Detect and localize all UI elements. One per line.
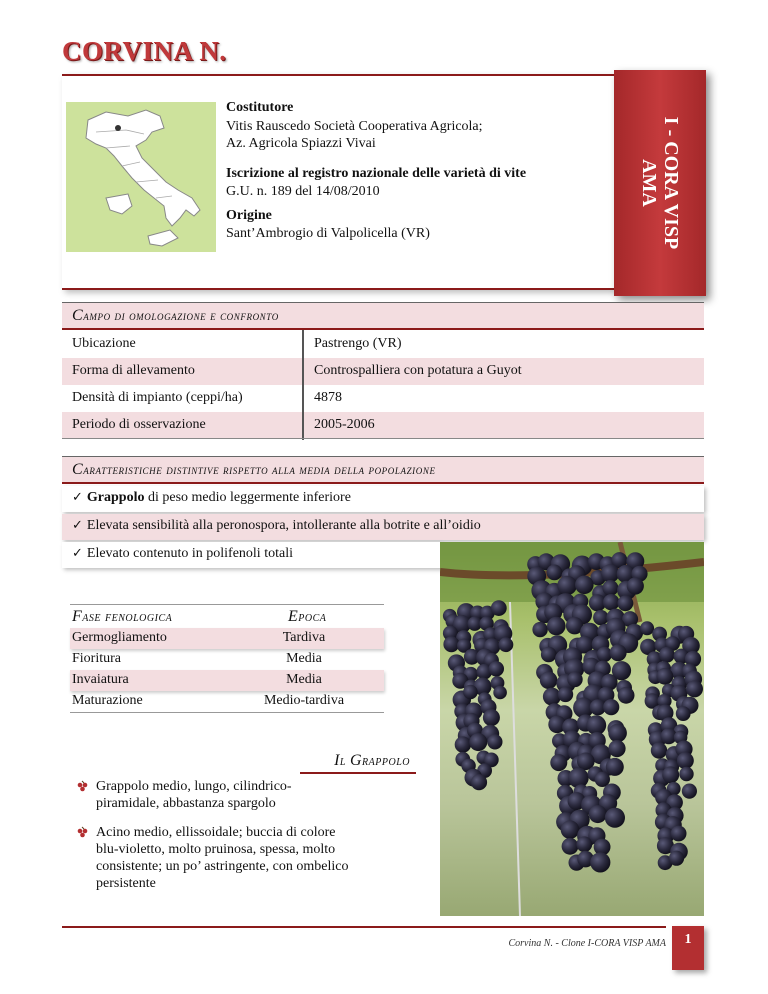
pheno-row <box>70 691 384 713</box>
grappolo-heading-a: I <box>334 752 340 769</box>
pheno-col2-first: E <box>288 608 299 625</box>
grappolo-bullet2 <box>96 824 348 892</box>
grape-berry <box>487 734 502 749</box>
characteristic-item-text: Elevata sensibilità alla peronospora, intollerante alla botrite e all’oidio <box>86 518 481 533</box>
grape-berry <box>657 668 674 685</box>
campo-heading-rest: ampo di omologazione e confronto <box>83 308 279 323</box>
grape-bullet-icon <box>76 826 90 845</box>
grape-berry <box>499 637 514 652</box>
page-number: 1 <box>672 926 704 970</box>
grape-cluster-photo <box>440 542 704 916</box>
origine-label: Origine <box>226 208 272 223</box>
campo-heading-first: C <box>72 307 84 324</box>
grappolo-heading-d: rappolo <box>362 754 410 769</box>
pheno-col1-first: F <box>72 608 83 625</box>
page-title: CORVINA N. <box>62 36 227 66</box>
grape-bullet-icon <box>76 780 90 799</box>
clone-side-tab <box>614 70 706 296</box>
grape-berry <box>493 686 507 700</box>
table-row <box>62 385 704 412</box>
costitutore-label: Costitutore <box>226 100 294 115</box>
grape-berry <box>567 672 582 687</box>
clone-line1: I - CORA VISP <box>660 116 682 250</box>
pheno-fase: Germogliamento <box>72 630 167 645</box>
grappolo-bullet1 <box>96 778 292 812</box>
check-icon: ✓ <box>72 546 83 561</box>
grape-berry <box>659 647 675 663</box>
grape-berry <box>608 724 627 743</box>
grape-berry <box>610 644 627 661</box>
characteristic-item-bold: Grappolo <box>86 490 145 505</box>
clone-side-label <box>638 83 682 283</box>
grape-berry <box>532 622 547 637</box>
clone-line2: AMA <box>638 159 660 207</box>
grape-berry <box>608 740 625 757</box>
row-value: 4878 <box>314 390 342 405</box>
grape-berry <box>671 826 687 842</box>
pheno-col1-rest: ase fenologica <box>82 610 173 625</box>
pheno-row <box>70 670 384 691</box>
grape-berry <box>603 594 619 610</box>
characteristic-item-text: di peso medio leggermente inferiore <box>144 490 351 505</box>
pheno-col2-rest: poca <box>298 610 327 625</box>
grape-berry <box>605 808 625 828</box>
grape-berry <box>606 758 624 776</box>
grape-berry <box>547 617 566 636</box>
grape-berry <box>576 836 592 852</box>
characteristic-item-text: Elevato contenuto in polifenoli totali <box>86 546 293 561</box>
grape-berry <box>590 852 610 872</box>
italy-map-icon <box>66 102 216 252</box>
grappolo-heading-b: l <box>339 754 350 769</box>
footer-text: Corvina N. - Clone I-CORA VISP AMA <box>508 938 666 949</box>
grape-berry <box>686 680 703 697</box>
pheno-col2-heading <box>288 608 326 626</box>
grape-berry <box>669 851 684 866</box>
grape-berry <box>589 805 607 823</box>
table-row <box>62 412 704 439</box>
grape-berry <box>627 577 644 594</box>
grape-berry <box>677 752 694 769</box>
grappolo-bullet1-line1: Grappolo medio, lungo, cilindrico- <box>96 779 292 794</box>
iscrizione-label: Iscrizione al registro nazionale delle varietà di vite <box>226 166 527 181</box>
grape-berry <box>443 636 459 652</box>
pheno-epoca: Tardiva <box>282 630 326 645</box>
grappolo-bullet2-line2: blu-violetto, molto pruinosa, spessa, molto <box>96 842 336 857</box>
characteristic-item <box>62 542 442 568</box>
row-label: Ubicazione <box>72 336 136 351</box>
pheno-epoca: Media <box>286 672 322 687</box>
grape-berry <box>561 820 580 839</box>
grape-berry <box>489 661 504 676</box>
costitutore-line1: Vitis Rauscedo Società Cooperativa Agricola; <box>226 119 483 134</box>
grape-berry <box>676 706 691 721</box>
grappolo-bullet1-line2: piramidale, abbastanza spargolo <box>96 796 276 811</box>
characteristic-item <box>62 514 704 540</box>
grape-berry <box>618 595 634 611</box>
grape-berry <box>541 647 557 663</box>
pheno-fase: Fioritura <box>72 651 121 666</box>
grape-berry <box>547 565 563 581</box>
grape-berry <box>682 784 697 799</box>
grape-berry <box>640 621 654 635</box>
pheno-row <box>70 649 384 670</box>
grappolo-bullet2-line4: persistente <box>96 876 156 891</box>
grape-berry <box>618 687 635 704</box>
grappolo-heading <box>300 752 416 774</box>
characteristic-item <box>62 486 704 512</box>
grape-berry <box>491 600 507 616</box>
table-row <box>62 358 704 385</box>
grape-berry <box>550 754 567 771</box>
grape-berry <box>540 672 558 690</box>
caratteristiche-heading-rest: aratteristiche distintive rispetto alla media della popolazione <box>83 462 436 477</box>
grape-berry <box>603 699 619 715</box>
pheno-epoca: Media <box>286 651 322 666</box>
grape-berry <box>483 709 500 726</box>
costitutore-line2: Az. Agricola Spiazzi Vivai <box>226 136 376 151</box>
header-box <box>62 74 614 290</box>
grape-berry <box>455 736 471 752</box>
grape-cluster-image <box>440 542 704 916</box>
iscrizione-value: G.U. n. 189 del 14/08/2010 <box>226 184 380 199</box>
grape-berry <box>471 774 487 790</box>
grape-berry <box>558 687 573 702</box>
grappolo-bullet2-line3: consistente; un po’ astringente, con ombelico <box>96 859 349 874</box>
italy-map-image <box>66 102 216 252</box>
grape-berry <box>463 685 478 700</box>
caratteristiche-heading <box>62 456 704 484</box>
check-icon: ✓ <box>72 490 83 505</box>
grape-berry <box>601 564 619 582</box>
grape-berry <box>679 767 693 781</box>
row-value: 2005-2006 <box>314 417 375 432</box>
footer-rule <box>62 926 666 928</box>
grape-berry <box>602 580 618 596</box>
pheno-epoca: Medio-tardiva <box>263 693 345 708</box>
pheno-fase: Invaiatura <box>72 672 129 687</box>
pheno-row <box>70 628 384 649</box>
row-label: Periodo di osservazione <box>72 417 206 432</box>
row-value: Pastrengo (VR) <box>314 336 402 351</box>
check-icon: ✓ <box>72 518 83 533</box>
campo-heading <box>62 302 704 330</box>
row-label: Densità di impianto (ceppi/ha) <box>72 390 243 405</box>
pheno-col1-heading <box>72 608 172 626</box>
pheno-fase: Maturazione <box>72 693 143 708</box>
row-label: Forma di allevamento <box>72 363 195 378</box>
grappolo-bullet2-line1: Acino medio, ellissoidale; buccia di colore <box>96 825 336 840</box>
grape-berry <box>651 742 667 758</box>
grape-berry <box>575 576 594 595</box>
table-column-divider <box>302 330 304 440</box>
table-row <box>62 331 704 358</box>
grappolo-heading-c: G <box>349 752 363 769</box>
table-bottom-rule <box>62 438 704 439</box>
caratteristiche-heading-first: C <box>72 461 84 478</box>
grape-berry <box>557 576 577 596</box>
row-value: Controspalliera con potatura a Guyot <box>314 363 522 378</box>
grape-berry <box>562 838 579 855</box>
grape-berry <box>662 766 679 783</box>
origine-value: Sant’Ambrogio di Valpolicella (VR) <box>226 226 430 241</box>
grape-berry <box>469 733 487 751</box>
grape-berry <box>593 610 608 625</box>
